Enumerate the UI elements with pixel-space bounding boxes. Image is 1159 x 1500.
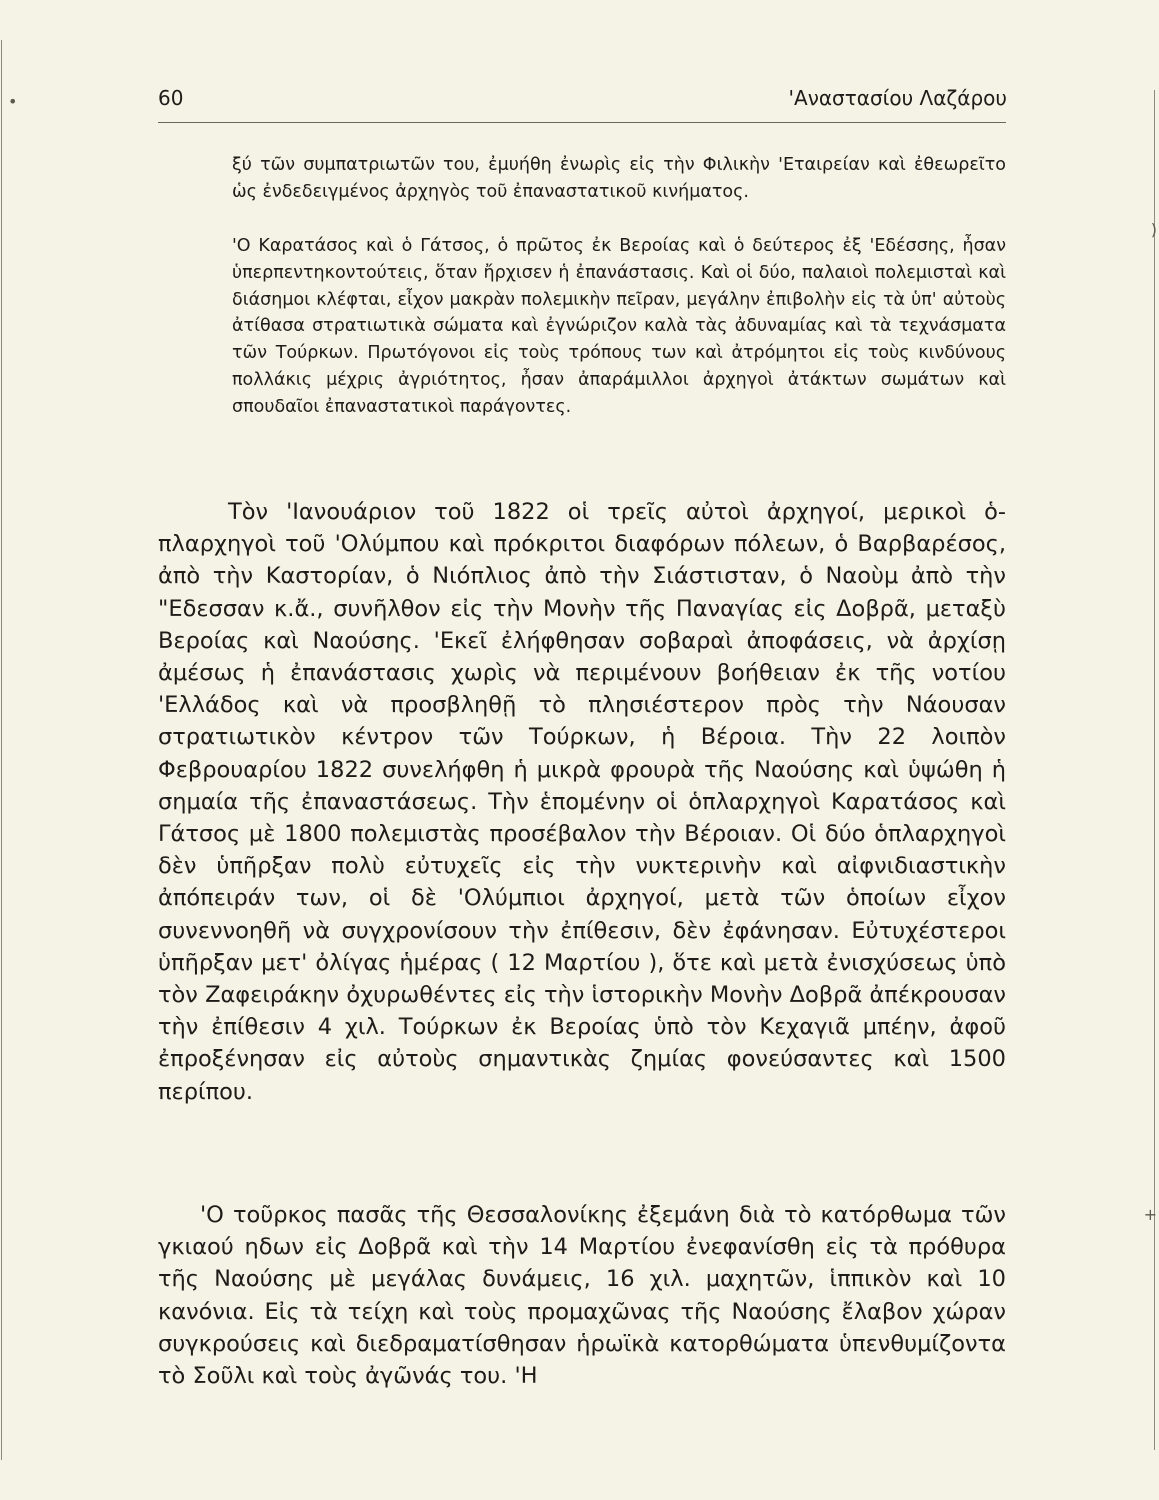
right-margin-mark-lower: + xyxy=(1143,1205,1157,1224)
left-margin-mark: • xyxy=(8,92,18,111)
page-number: 60 xyxy=(158,86,184,110)
header-rule xyxy=(158,122,1006,123)
running-head-author: 'Αναστασίου Λαζάρου xyxy=(788,86,1007,110)
indented-paragraph-1: ξύ τῶν συμπατριωτῶν του, ἐμυήθη ἐνωρὶς εἰς τὴν Φιλικὴν 'Εταιρείαν καὶ ἐθεωρεῖτο ὡς ἐνδεδειγμένος ἀρχηγὸς τοῦ ἐπαναστατικοῦ κινήματος. xyxy=(232,155,1006,202)
main-paragraph-1: Τὸν 'Ιανουάριον τοῦ 1822 οἱ τρεῖς αὐτοὶ ἀρχηγοί, μερικοὶ ὁπλαρχηγοὶ τοῦ 'Ολύμπου καὶ πρόκριτοι διαφόρων πόλεων, ὁ Βαρβαρέσος, ἀπὸ τὴν Καστορίαν, ὁ Νιόπλιος ἀπὸ τὴν Σιάστισταν, ὁ Ναοὺμ ἀπὸ τὴν "Εδεσσαν κ.ἄ., συνῆλθον εἰς τὴν Μονὴν τῆς Παναγίας εἰς Δοβρᾶ, μεταξὺ Βεροίας καὶ Ναούσης. 'Εκεῖ ἐλήφθησαν σοβαραὶ ἀποφάσεις, νὰ ἀρχίσῃ ἀμέσως ἡ ἐπανάστασις χωρὶς νὰ περιμένουν βοήθειαν ἐκ τῆς νοτίου 'Ελλάδος καὶ νὰ προσβληθῇ τὸ πλησιέστερον πρὸς τὴν Νάουσαν στρατιωτικὸν κέντρον τῶν Τούρκων, ἡ Βέροια. Τὴν 22 λοιπὸν Φεβρουαρίου 1822 συνελήφθη ἡ μικρὰ φρουρὰ τῆς Ναούσης καὶ ὑψώθη ἡ σημαία τῆς ἐπαναστάσεως. Τὴν ἑπομένην οἱ ὁπλαρχηγοὶ Καρατάσος καὶ Γάτσος μὲ 1800 πολεμιστὰς προσέβαλον τὴν Βέροιαν. Οἱ δύο ὁπλαρχηγοὶ δὲν ὑπῆρξαν πολὺ εὐτυχεῖς εἰς τὴν νυκτερινὴν καὶ αἰφνιδιαστικὴν ἀπόπειράν των, οἱ δὲ 'Ολύμπιοι ἀρχηγοί, μετὰ τῶν ὁποίων εἶχον συνεννοηθῆ νὰ συγχρονίσουν τὴν ἐπίθεσιν, δὲν ἐφάνησαν. Εὐτυχέστεροι ὑπῆρξαν μετ' ὀλίγας ἡμέρας ( 12 Μαρτίου ), ὅτε καὶ μετὰ ἐνισχύσεως ὑπὸ τὸν Ζαφειράκην ὀχυρωθέντες εἰς τὴν ἱστορικὴν Μονὴν Δοβρᾶ ἀπέκρουσαν τὴν ἐπίθεσιν 4 χιλ. Τούρκων ἐκ Βεροίας ὑπὸ τὸν Κεχαγιᾶ μπέην, ἀφοῦ ἐπροξένησαν εἰς αὐτοὺς σημαντικὰς ζημίας φονεύσαντες καὶ 1500 περίπου. xyxy=(158,499,1006,1105)
right-page-edge xyxy=(1154,90,1155,1450)
right-margin-mark-upper: ) xyxy=(1150,220,1157,239)
left-page-edge xyxy=(1,40,2,1460)
indented-paragraph-2: 'Ο Καρατάσος καὶ ὁ Γάτσος, ὁ πρῶτος ἐκ Βεροίας καὶ ὁ δεύτερος ἐξ 'Εδέσσης, ἦσαν ὑπερπεντηκοντούτεις, ὅταν ἤρχισεν ἡ ἐπανάστασις. Καὶ οἱ δύο, παλαιοὶ πολεμισταὶ καὶ διάσημοι κλέφται, εἶχον μακρὰν πολεμικὴν πεῖραν, μεγάλην ἐπιβολὴν εἰς τὰ ὑπ' αὐτοὺς ἀτίθασα στρατιωτικὰ σώματα καὶ ἐγνώριζον καλὰ τὰς ἀδυναμίας καὶ τὰ τεχνάσματα τῶν Τούρκων. Πρωτόγονοι εἰς τοὺς τρόπους των καὶ ἀτρόμητοι εἰς τοὺς κινδύνους πολλάκις μέχρις ἀγριότητος, ἦσαν ἀπαράμιλλοι ἀρχηγοὶ ἀτάκτων σωμάτων καὶ σπουδαῖοι ἐπαναστατικοὶ παράγοντες. xyxy=(232,236,1006,417)
main-paragraph-2: 'Ο τοῦρκος πασᾶς τῆς Θεσσαλονίκης ἐξεμάνη διὰ τὸ κατόρθωμα τῶν γκιαού ηδων εἰς Δοβρᾶ καὶ τὴν 14 Μαρτίου ἐνεφανίσθη εἰς τὰ πρόθυρα τῆς Ναούσης μὲ μεγάλας δυνάμεις, 16 χιλ. μαχητῶν, ἱππικὸν καὶ 10 κανόνια. Εἰς τὰ τείχη καὶ τοὺς προμαχῶνας τῆς Ναούσης ἔλαβον χώραν συγκρούσεις καὶ διεδραματίσθησαν ἡρωϊκὰ κατορθώματα ὑπενθυμίζοντα τὸ Σοῦλι καὶ τοὺς ἀγῶνάς του. 'Η xyxy=(158,1202,1006,1390)
